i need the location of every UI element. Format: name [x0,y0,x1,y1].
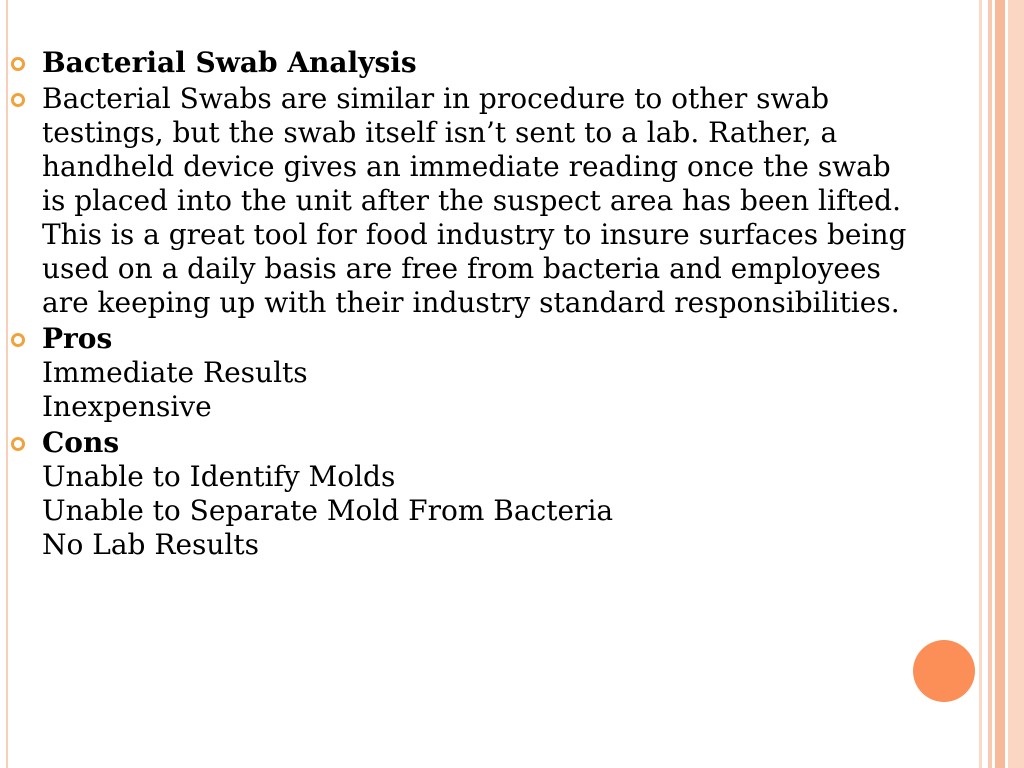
pros-heading: Pros [42,322,113,355]
bullet-item-title [10,46,910,80]
bullet-item-cons [10,426,910,562]
stripe [995,0,1005,768]
ring-bullet-icon [11,57,25,71]
cons-line: Unable to Separate Mold From Bacteria [42,494,614,527]
bullet-item-pros [10,322,910,424]
ring-bullet-icon [11,333,25,347]
description-paragraph: Bacterial Swabs are similar in procedure to other swab testings, but the swab itself isn’t sent to a lab. Rather, a handheld device gives an immediate reading once the swab is placed into the unit after the suspect area has been lifted. This is a great tool for food industry to insure surfaces being used on a daily basis are free from bacteria and employees are keeping up with their industry standard responsibilities. [42,82,907,319]
stripe [1008,0,1024,768]
pros-line: Inexpensive [42,390,212,423]
right-decorative-stripes [979,0,1024,768]
cons-heading: Cons [42,426,120,459]
left-border-rule [6,0,8,768]
ring-bullet-icon [11,93,25,107]
cons-line: No Lab Results [42,528,259,561]
ring-bullet-icon [11,437,25,451]
bullet-item-description [10,82,910,320]
orange-circle-icon [913,640,975,702]
slide-body [10,46,910,564]
pros-line: Immediate Results [42,356,308,389]
cons-line: Unable to Identify Molds [42,460,396,493]
slide-heading: Bacterial Swab Analysis [42,46,417,79]
